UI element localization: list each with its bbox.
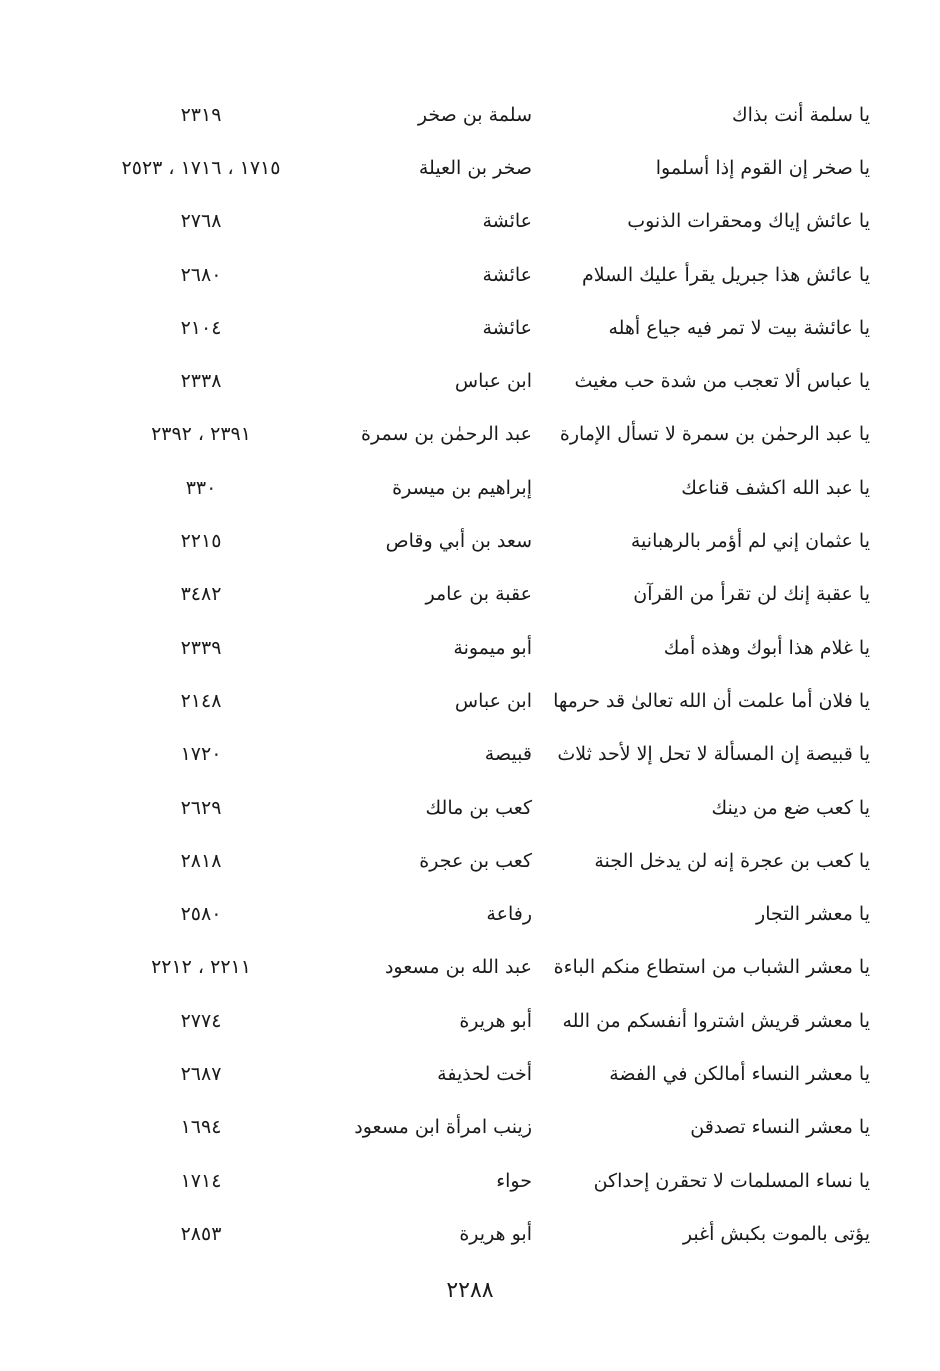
narrator-name: حواء	[496, 1169, 532, 1192]
narrator-name: ابن عباس	[454, 370, 532, 393]
hadith-opening-text: يا قبيصة إن المسألة لا تحل إلا لأحد ثلاث	[557, 743, 870, 766]
narrator-name: ابن عباس	[454, 689, 532, 712]
hadith-numbers: ٢٢١١ ، ٢٢١٢	[151, 956, 251, 979]
index-row	[100, 1101, 870, 1154]
hadith-opening-text: يا عائش إياك ومحقرات الذنوب	[627, 210, 870, 233]
narrator-name: عائشة	[482, 316, 532, 339]
index-row	[100, 354, 870, 407]
hadith-numbers: ٢٣٣٩	[180, 636, 222, 659]
index-row	[100, 834, 870, 887]
narrator-name: عقبة بن عامر	[425, 583, 532, 606]
hadith-opening-text: يا عائشة بيت لا تمر فيه جياع أهله	[608, 316, 870, 339]
hadith-opening-text: يا عائش هذا جبريل يقرأ عليك السلام	[581, 263, 870, 286]
hadith-numbers: ٢٧٦٨	[180, 210, 222, 233]
index-row	[100, 621, 870, 674]
index-row	[100, 141, 870, 194]
narrator-name: عائشة	[482, 263, 532, 286]
narrator-name: سعد بن أبي وقاص	[385, 530, 532, 553]
narrator-name: أبو ميمونة	[453, 636, 532, 659]
index-row	[100, 1047, 870, 1100]
index-row	[100, 568, 870, 621]
hadith-numbers: ١٦٩٤	[180, 1116, 222, 1139]
narrator-name: عبد الله بن مسعود	[384, 956, 532, 979]
narrator-name: كعب بن مالك	[425, 796, 532, 819]
hadith-numbers: ١٧٢٠	[180, 743, 222, 766]
narrator-name: قبيصة	[484, 743, 532, 766]
hadith-numbers: ٢٦٢٩	[180, 796, 222, 819]
index-row	[100, 408, 870, 461]
index-row	[100, 728, 870, 781]
narrator-name: عائشة	[482, 210, 532, 233]
narrator-name: رفاعة	[486, 903, 532, 926]
hadith-opening-text: يا عقبة إنك لن تقرأ من القرآن	[633, 583, 870, 606]
hadith-opening-text: يا عباس ألا تعجب من شدة حب مغيث	[574, 370, 870, 393]
hadith-numbers: ١٧١٤	[180, 1169, 222, 1192]
hadith-numbers: ٢٥٨٠	[180, 903, 222, 926]
index-row	[100, 88, 870, 141]
hadith-opening-text: يا معشر النساء أمالكن في الفضة	[609, 1062, 870, 1085]
hadith-numbers: ٢٢١٥	[180, 530, 222, 553]
hadith-opening-text: يا عثمان إني لم أؤمر بالرهبانية	[630, 530, 870, 553]
hadith-opening-text: يا نساء المسلمات لا تحقرن إحداكن	[593, 1169, 870, 1192]
hadith-opening-text: يا كعب بن عجرة إنه لن يدخل الجنة	[594, 849, 870, 872]
index-row	[100, 461, 870, 514]
hadith-opening-text: يا سلمة أنت بذاك	[731, 103, 870, 126]
narrator-name: إبراهيم بن ميسرة	[392, 476, 532, 499]
hadith-numbers: ٣٤٨٢	[180, 583, 222, 606]
index-row	[100, 994, 870, 1047]
index-row	[100, 248, 870, 301]
index-row	[100, 781, 870, 834]
index-row	[100, 674, 870, 727]
narrator-name: عبد الرحمٰن بن سمرة	[361, 423, 532, 446]
hadith-numbers: ٢١٤٨	[180, 689, 222, 712]
narrator-name: كعب بن عجرة	[419, 849, 532, 872]
hadith-numbers: ٢٨٥٣	[180, 1222, 222, 1245]
narrator-name: أخت لحذيفة	[437, 1062, 532, 1085]
hadith-index-table	[100, 88, 870, 1261]
hadith-numbers: ٢٦٨٧	[180, 1062, 222, 1085]
hadith-numbers: ٢٣١٩	[180, 103, 222, 126]
hadith-numbers: ١٧١٥ ، ١٧١٦ ، ٢٥٢٣	[121, 156, 281, 179]
hadith-opening-text: يا عبد الله اكشف قناعك	[681, 476, 870, 499]
hadith-opening-text: يا معشر قريش اشتروا أنفسكم من الله	[562, 1009, 870, 1032]
narrator-name: أبو هريرة	[459, 1009, 532, 1032]
narrator-name: سلمة بن صخر	[417, 103, 532, 126]
hadith-opening-text: يؤتى بالموت بكبش أغبر	[682, 1222, 870, 1245]
hadith-opening-text: يا عبد الرحمٰن بن سمرة لا تسأل الإمارة	[559, 423, 870, 446]
hadith-opening-text: يا غلام هذا أبوك وهذه أمك	[663, 636, 870, 659]
hadith-opening-text: يا فلان أما علمت أن الله تعالىٰ قد حرمها	[553, 689, 870, 712]
index-row	[100, 1207, 870, 1260]
narrator-name: أبو هريرة	[459, 1222, 532, 1245]
hadith-opening-text: يا معشر التجار	[756, 903, 870, 926]
index-row	[100, 1154, 870, 1207]
index-row	[100, 301, 870, 354]
hadith-numbers: ٢٨١٨	[180, 849, 222, 872]
hadith-numbers: ٢٣٩١ ، ٢٣٩٢	[151, 423, 251, 446]
hadith-numbers: ٢٦٨٠	[180, 263, 222, 286]
hadith-numbers: ٢١٠٤	[180, 316, 222, 339]
hadith-opening-text: يا صخر إن القوم إذا أسلموا	[655, 156, 870, 179]
index-row	[100, 195, 870, 248]
hadith-numbers: ٢٧٧٤	[180, 1009, 222, 1032]
narrator-name: صخر بن العيلة	[418, 156, 532, 179]
index-row	[100, 941, 870, 994]
hadith-opening-text: يا كعب ضع من دينك	[711, 796, 870, 819]
hadith-opening-text: يا معشر النساء تصدقن	[690, 1116, 870, 1139]
hadith-numbers: ٣٣٠	[185, 476, 217, 499]
index-row	[100, 887, 870, 940]
index-row	[100, 514, 870, 567]
hadith-numbers: ٢٣٣٨	[180, 370, 222, 393]
page-number: ٢٢٨٨	[446, 1278, 494, 1303]
narrator-name: زينب امرأة ابن مسعود	[354, 1116, 532, 1139]
hadith-opening-text: يا معشر الشباب من استطاع منكم الباءة	[553, 956, 870, 979]
